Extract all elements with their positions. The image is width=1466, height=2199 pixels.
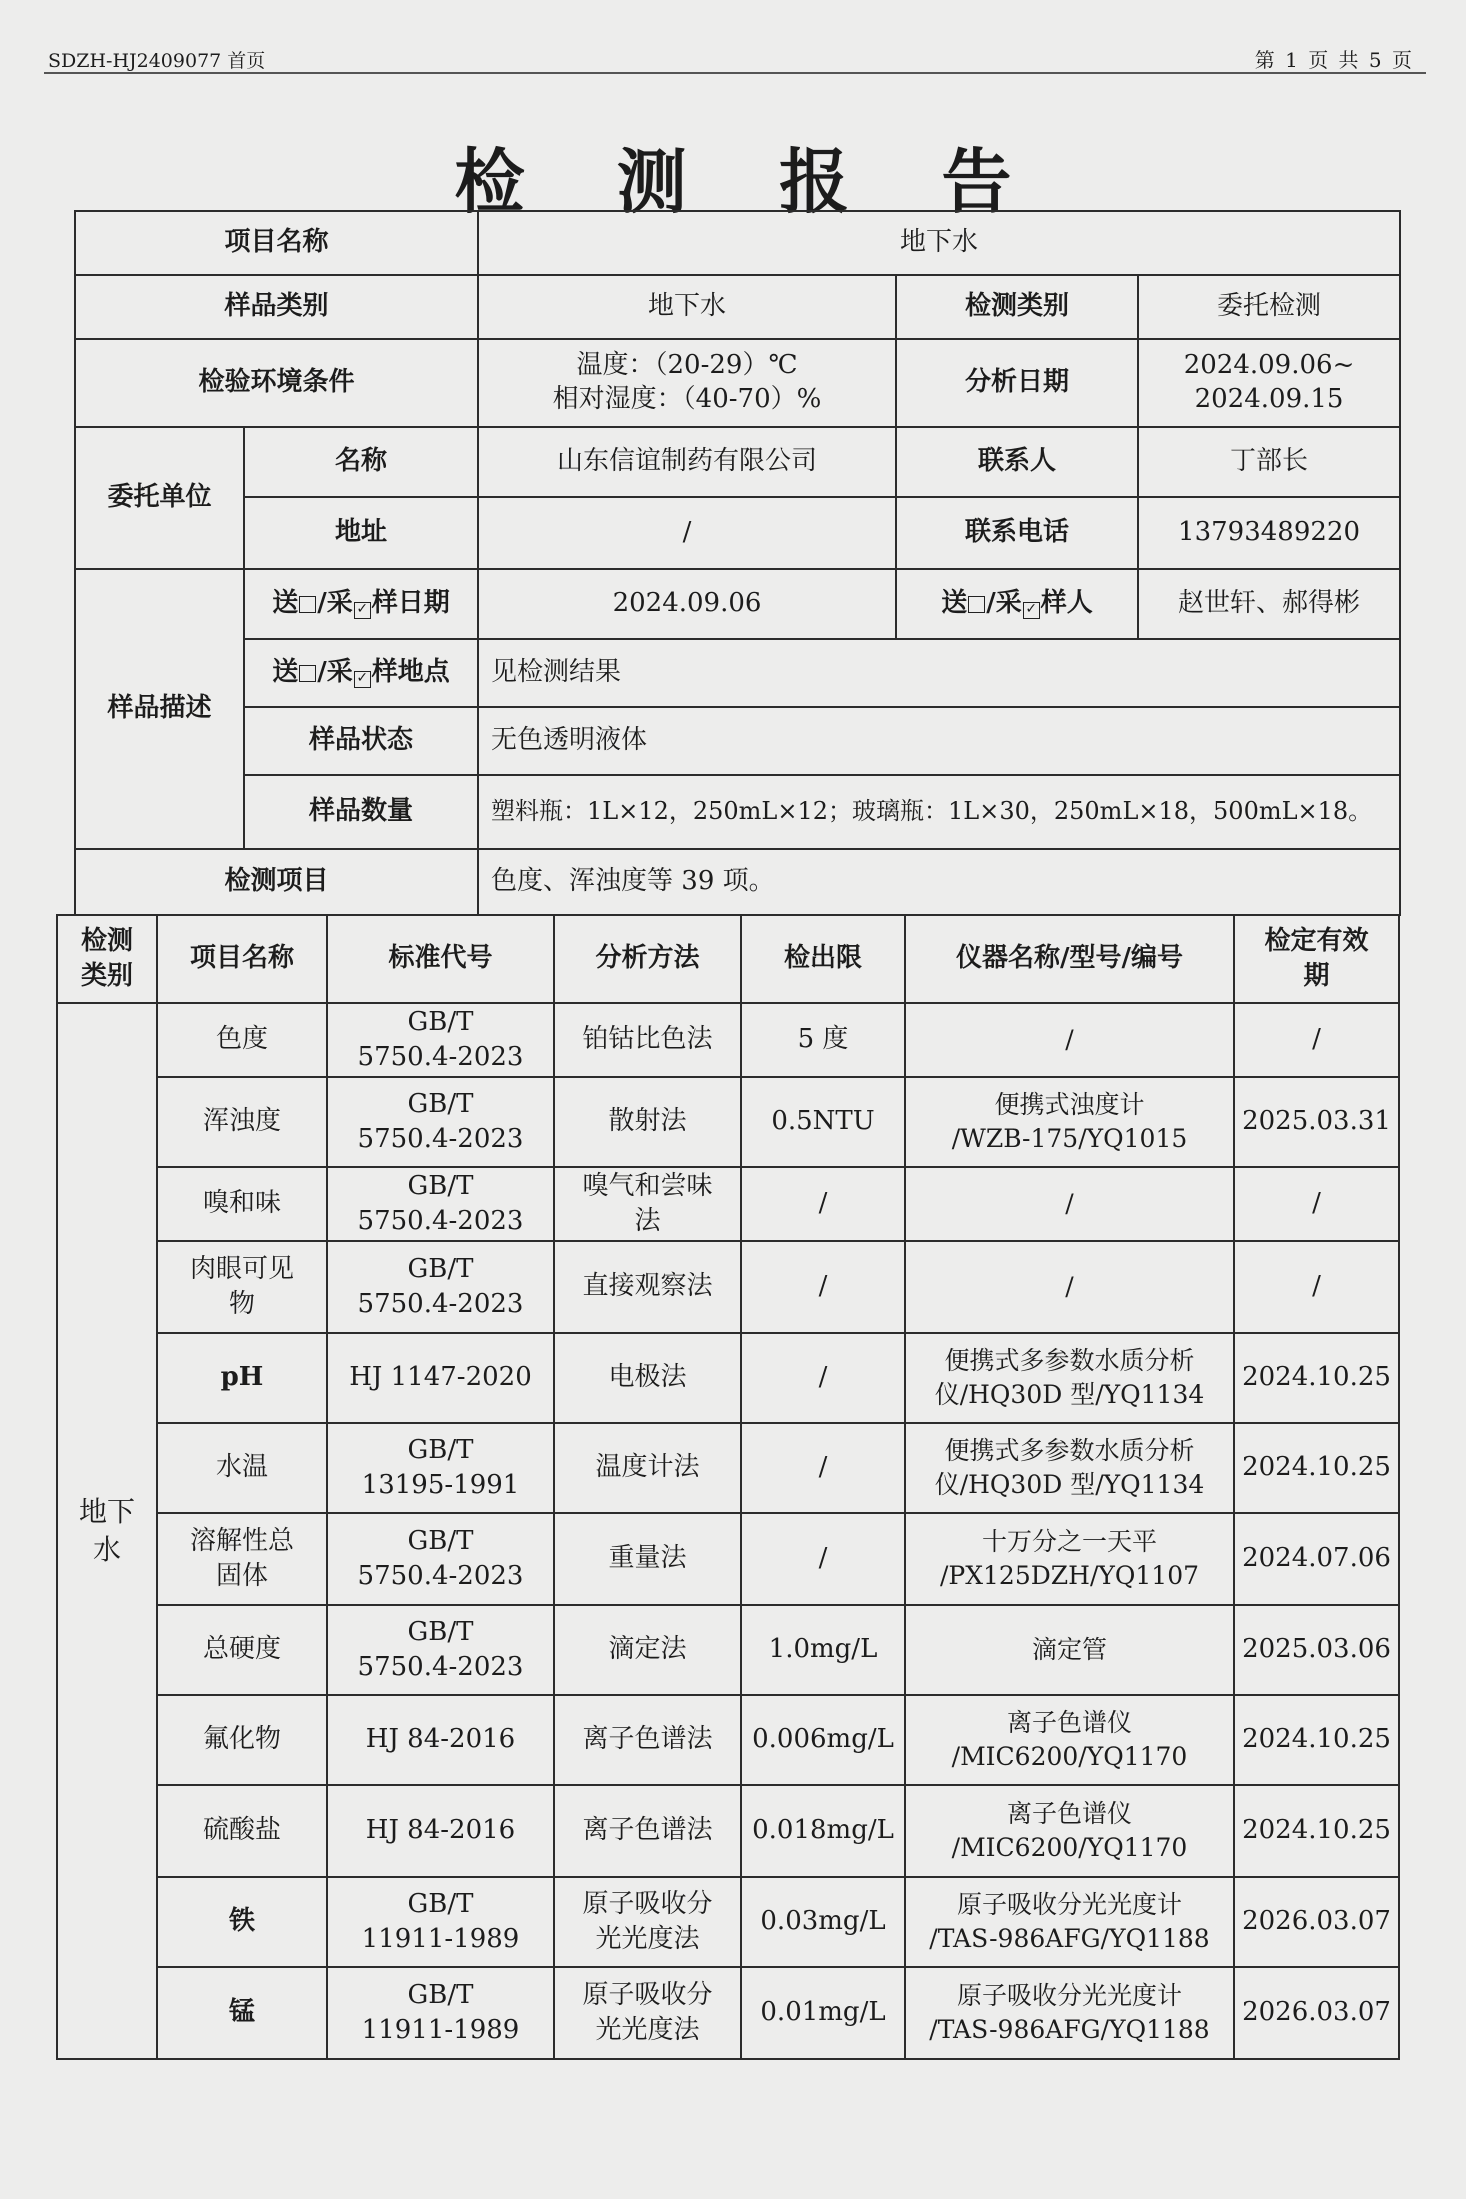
analysis-date-end: 2024.09.15 bbox=[1194, 384, 1344, 414]
standard-code: HJ 84-2016 bbox=[327, 1785, 554, 1877]
valid-until: 2025.03.06 bbox=[1234, 1605, 1399, 1695]
item-name: 色度 bbox=[157, 1003, 327, 1077]
item-name: 总硬度 bbox=[157, 1605, 327, 1695]
standard-code: GB/T 11911-1989 bbox=[327, 1967, 554, 2059]
phone-value: 13793489220 bbox=[1138, 497, 1400, 569]
instrument: 离子色谱仪 /MIC6200/YQ1170 bbox=[905, 1695, 1234, 1785]
table-row bbox=[57, 1695, 1399, 1785]
instrument: 便携式浊度计 /WZB-175/YQ1015 bbox=[905, 1077, 1234, 1167]
checkbox-icon bbox=[968, 596, 985, 613]
header-valid: 检定有效 期 bbox=[1234, 915, 1399, 1003]
checkbox-icon bbox=[299, 596, 316, 613]
instrument: 便携式多参数水质分析 仪/HQ30D 型/YQ1134 bbox=[905, 1423, 1234, 1513]
instrument: 十万分之一天平 /PX125DZH/YQ1107 bbox=[905, 1513, 1234, 1605]
instrument: / bbox=[905, 1003, 1234, 1077]
header-category: 检测 类别 bbox=[57, 915, 157, 1003]
valid-until: 2026.03.07 bbox=[1234, 1967, 1399, 2059]
detection-limit: 0.006mg/L bbox=[741, 1695, 905, 1785]
analysis-date-start: 2024.09.06~ bbox=[1183, 350, 1355, 381]
item-name: 浑浊度 bbox=[157, 1077, 327, 1167]
checkbox-checked-icon: ✓ bbox=[354, 602, 371, 619]
sample-date-value: 2024.09.06 bbox=[478, 569, 896, 639]
instrument: / bbox=[905, 1241, 1234, 1333]
item-name: 嗅和味 bbox=[157, 1167, 327, 1241]
item-name: 肉眼可见 物 bbox=[157, 1241, 327, 1333]
sample-state-label: 样品状态 bbox=[244, 707, 478, 775]
test-items-value: 色度、浑浊度等 39 项。 bbox=[478, 849, 1400, 915]
sample-person-label: 送 /采 ✓ 样人 bbox=[896, 569, 1138, 639]
analysis-method: 重量法 bbox=[554, 1513, 741, 1605]
page-number: 第 1 页 共 5 页 bbox=[1254, 48, 1414, 72]
analysis-method: 离子色谱法 bbox=[554, 1695, 741, 1785]
page-title: 检 测 报 告 bbox=[454, 141, 1046, 223]
table-row bbox=[57, 1003, 1399, 1077]
info-table bbox=[74, 210, 1401, 916]
client-address-value: / bbox=[478, 497, 896, 569]
detection-limit: 0.018mg/L bbox=[741, 1785, 905, 1877]
analysis-method: 温度计法 bbox=[554, 1423, 741, 1513]
instrument: 原子吸收分光光度计 /TAS-986AFG/YQ1188 bbox=[905, 1877, 1234, 1967]
valid-until: 2024.10.25 bbox=[1234, 1333, 1399, 1423]
standard-code: GB/T 5750.4-2023 bbox=[327, 1605, 554, 1695]
checkbox-icon bbox=[299, 665, 316, 682]
test-items-label: 检测项目 bbox=[75, 849, 478, 915]
env-label: 检验环境条件 bbox=[75, 339, 478, 427]
client-label: 委托单位 bbox=[75, 427, 244, 569]
project-name-label: 项目名称 bbox=[75, 211, 478, 275]
item-name: 水温 bbox=[157, 1423, 327, 1513]
detection-limit: / bbox=[741, 1423, 905, 1513]
valid-until: 2024.10.25 bbox=[1234, 1785, 1399, 1877]
sample-person-value: 赵世轩、郝得彬 bbox=[1138, 569, 1400, 639]
table-row bbox=[57, 1241, 1399, 1333]
instrument: 原子吸收分光光度计 /TAS-986AFG/YQ1188 bbox=[905, 1967, 1234, 2059]
table-row bbox=[57, 1513, 1399, 1605]
analysis-date-label: 分析日期 bbox=[896, 339, 1138, 427]
header-method: 分析方法 bbox=[554, 915, 741, 1003]
analysis-date-value bbox=[1138, 339, 1400, 427]
client-address-label: 地址 bbox=[244, 497, 478, 569]
valid-until: 2026.03.07 bbox=[1234, 1877, 1399, 1967]
sample-qty-label: 样品数量 bbox=[244, 775, 478, 849]
env-humidity: 相对湿度：（40-70）% bbox=[552, 384, 822, 414]
standard-code: GB/T 5750.4-2023 bbox=[327, 1513, 554, 1605]
analysis-method: 离子色谱法 bbox=[554, 1785, 741, 1877]
detection-limit: 5 度 bbox=[741, 1003, 905, 1077]
detection-limit: 0.5NTU bbox=[741, 1077, 905, 1167]
methods-table bbox=[56, 914, 1400, 2060]
item-name: 锰 bbox=[157, 1967, 327, 2059]
detection-limit: / bbox=[741, 1333, 905, 1423]
detection-limit: 1.0mg/L bbox=[741, 1605, 905, 1695]
item-name: 氟化物 bbox=[157, 1695, 327, 1785]
standard-code: HJ 84-2016 bbox=[327, 1695, 554, 1785]
client-name-label: 名称 bbox=[244, 427, 478, 497]
valid-until: / bbox=[1234, 1003, 1399, 1077]
standard-code: GB/T 5750.4-2023 bbox=[327, 1003, 554, 1077]
test-type-value: 委托检测 bbox=[1138, 275, 1400, 339]
checkbox-checked-icon: ✓ bbox=[1023, 602, 1040, 619]
standard-code: GB/T 5750.4-2023 bbox=[327, 1241, 554, 1333]
header-item: 项目名称 bbox=[157, 915, 327, 1003]
valid-until: 2024.10.25 bbox=[1234, 1423, 1399, 1513]
sample-type-label: 样品类别 bbox=[75, 275, 478, 339]
detection-limit: / bbox=[741, 1513, 905, 1605]
header-divider bbox=[44, 72, 1426, 74]
standard-code: HJ 1147-2020 bbox=[327, 1333, 554, 1423]
header-limit: 检出限 bbox=[741, 915, 905, 1003]
item-name: 溶解性总 固体 bbox=[157, 1513, 327, 1605]
analysis-method: 电极法 bbox=[554, 1333, 741, 1423]
item-name: 硫酸盐 bbox=[157, 1785, 327, 1877]
detection-limit: / bbox=[741, 1167, 905, 1241]
detection-limit: 0.03mg/L bbox=[741, 1877, 905, 1967]
contact-value: 丁部长 bbox=[1138, 427, 1400, 497]
detection-limit: / bbox=[741, 1241, 905, 1333]
detection-limit: 0.01mg/L bbox=[741, 1967, 905, 2059]
analysis-method: 散射法 bbox=[554, 1077, 741, 1167]
header-standard: 标准代号 bbox=[327, 915, 554, 1003]
valid-until: 2025.03.31 bbox=[1234, 1077, 1399, 1167]
analysis-method: 铂钴比色法 bbox=[554, 1003, 741, 1077]
standard-code: GB/T 5750.4-2023 bbox=[327, 1167, 554, 1241]
table-row bbox=[57, 1877, 1399, 1967]
instrument: 离子色谱仪 /MIC6200/YQ1170 bbox=[905, 1785, 1234, 1877]
valid-until: 2024.07.06 bbox=[1234, 1513, 1399, 1605]
env-temperature: 温度：（20-29）℃ bbox=[576, 350, 798, 381]
table-row bbox=[57, 1423, 1399, 1513]
instrument: / bbox=[905, 1167, 1234, 1241]
table-row bbox=[57, 1333, 1399, 1423]
client-name-value: 山东信谊制药有限公司 bbox=[478, 427, 896, 497]
table-row bbox=[57, 1167, 1399, 1241]
checkbox-checked-icon: ✓ bbox=[354, 671, 371, 688]
category-cell: 地下 水 bbox=[57, 1003, 157, 2059]
analysis-method: 嗅气和尝味 法 bbox=[554, 1167, 741, 1241]
test-type-label: 检测类别 bbox=[896, 275, 1138, 339]
sample-qty-value: 塑料瓶：1L×12，250mL×12；玻璃瓶：1L×30，250mL×18，500mL×18。 bbox=[478, 775, 1400, 849]
contact-label: 联系人 bbox=[896, 427, 1138, 497]
header-instrument: 仪器名称/型号/编号 bbox=[905, 915, 1234, 1003]
standard-code: GB/T 13195-1991 bbox=[327, 1423, 554, 1513]
standard-code: GB/T 11911-1989 bbox=[327, 1877, 554, 1967]
table-row bbox=[57, 1605, 1399, 1695]
standard-code: GB/T 5750.4-2023 bbox=[327, 1077, 554, 1167]
env-value bbox=[478, 339, 896, 427]
instrument: 便携式多参数水质分析 仪/HQ30D 型/YQ1134 bbox=[905, 1333, 1234, 1423]
table-row bbox=[57, 1785, 1399, 1877]
analysis-method: 滴定法 bbox=[554, 1605, 741, 1695]
analysis-method: 原子吸收分 光光度法 bbox=[554, 1967, 741, 2059]
item-name: pH bbox=[157, 1333, 327, 1423]
valid-until: / bbox=[1234, 1241, 1399, 1333]
item-name: 铁 bbox=[157, 1877, 327, 1967]
sample-place-label: 送 /采 ✓ 样地点 bbox=[244, 639, 478, 707]
sample-date-label: 送 /采 ✓ 样日期 bbox=[244, 569, 478, 639]
report-code: SDZH-HJ2409077 首页 bbox=[48, 50, 266, 72]
phone-label: 联系电话 bbox=[896, 497, 1138, 569]
instrument: 滴定管 bbox=[905, 1605, 1234, 1695]
valid-until: 2024.10.25 bbox=[1234, 1695, 1399, 1785]
valid-until: / bbox=[1234, 1167, 1399, 1241]
sample-type-value: 地下水 bbox=[478, 275, 896, 339]
table-row bbox=[57, 1967, 1399, 2059]
project-name-value: 地下水 bbox=[478, 211, 1400, 275]
sample-state-value: 无色透明液体 bbox=[478, 707, 1400, 775]
sample-place-value: 见检测结果 bbox=[478, 639, 1400, 707]
analysis-method: 直接观察法 bbox=[554, 1241, 741, 1333]
table-row bbox=[57, 1077, 1399, 1167]
sample-desc-label: 样品描述 bbox=[75, 569, 244, 849]
analysis-method: 原子吸收分 光光度法 bbox=[554, 1877, 741, 1967]
